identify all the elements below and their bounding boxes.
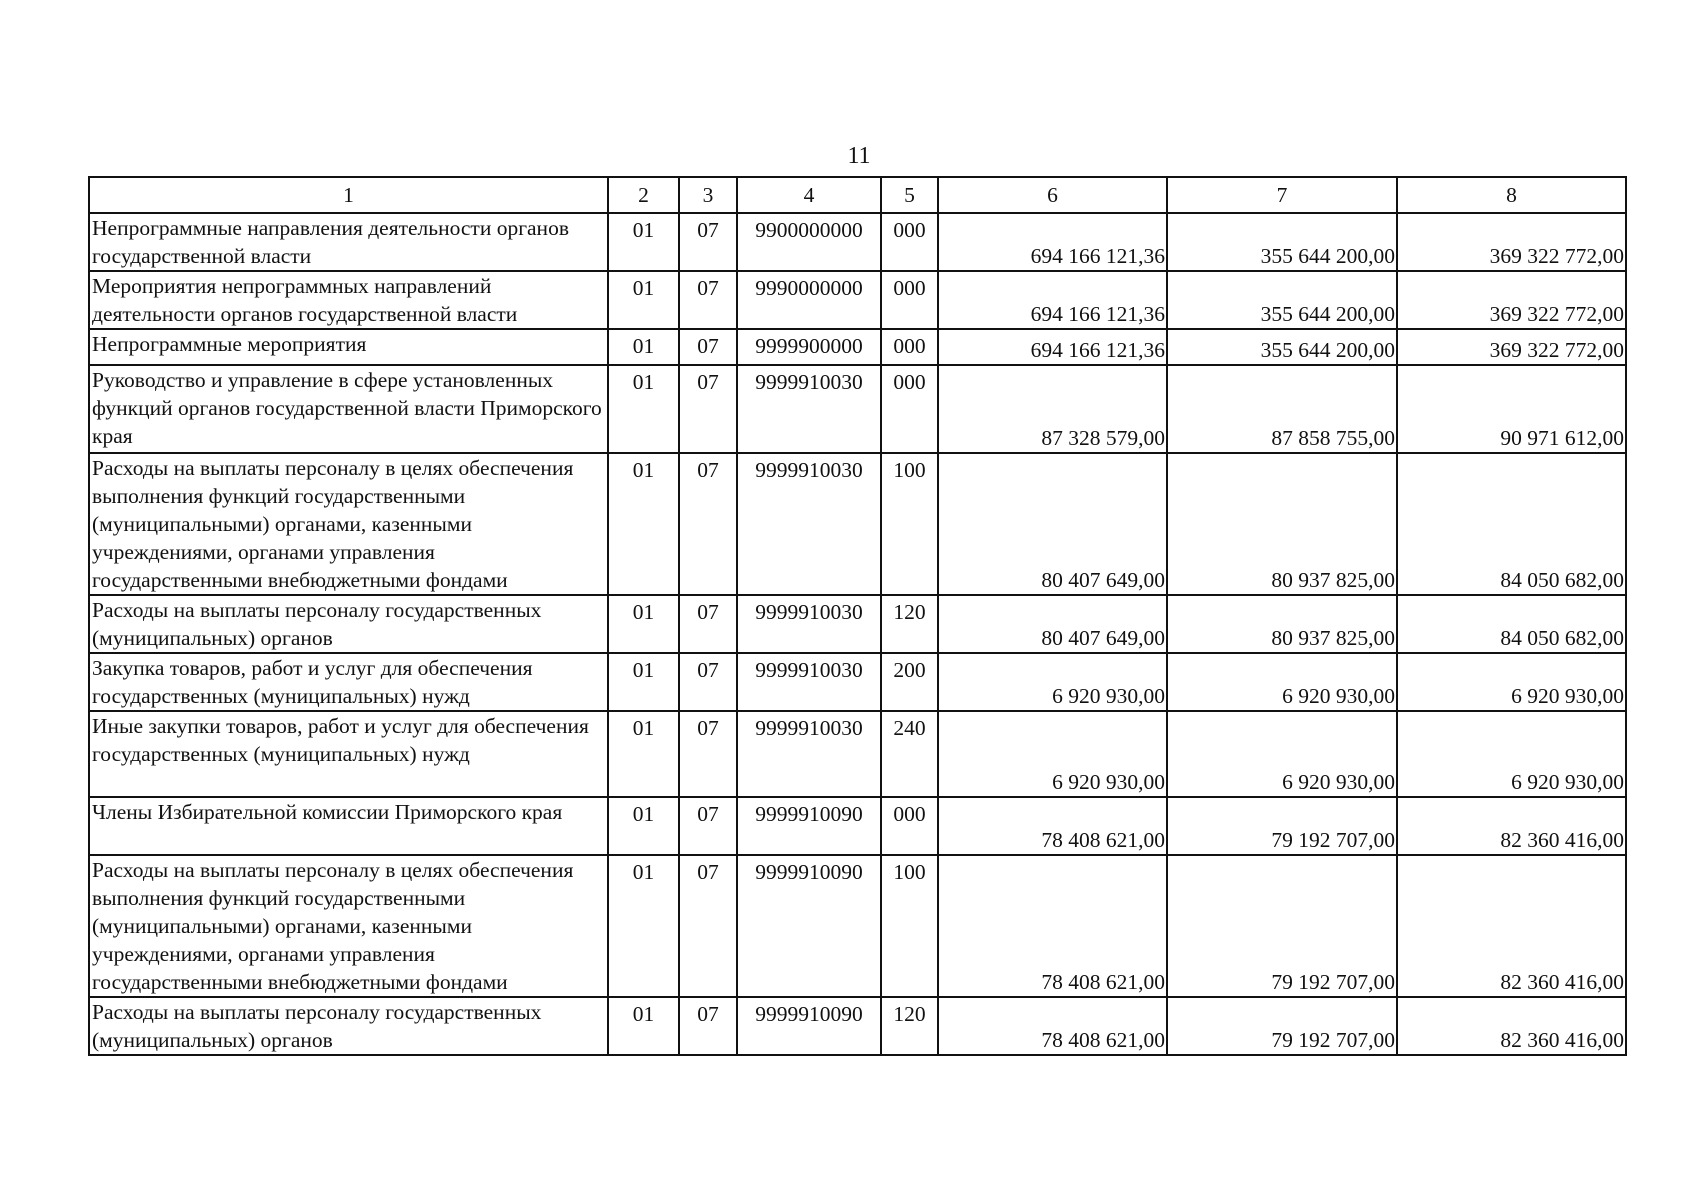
row-amount6-cell: 78 408 621,00 [938, 997, 1167, 1055]
row-code4-cell: 9999910030 [737, 595, 881, 653]
row-name-cell: Руководство и управление в сфере установленных функций органов государственной власти Приморского края [89, 365, 608, 453]
row-amount7-cell: 6 920 930,00 [1167, 653, 1397, 711]
row-code5-cell: 000 [881, 271, 938, 329]
table-row [89, 271, 1626, 329]
row-amount6-cell: 78 408 621,00 [938, 797, 1167, 855]
header-cell-7: 7 [1167, 177, 1397, 213]
row-amount6-cell: 6 920 930,00 [938, 711, 1167, 797]
row-amount7-cell: 79 192 707,00 [1167, 797, 1397, 855]
row-code5-cell: 240 [881, 711, 938, 797]
row-amount6-cell: 80 407 649,00 [938, 453, 1167, 595]
row-amount7-cell: 87 858 755,00 [1167, 365, 1397, 453]
row-code3-cell: 07 [679, 653, 737, 711]
row-name-cell: Расходы на выплаты персоналу в целях обеспечения выполнения функций государственными (муниципальными) органами, казенными учреждениями, органами управления государственными внебюджетными фондами [89, 453, 608, 595]
row-name-cell: Члены Избирательной комиссии Приморского края [89, 797, 608, 855]
row-code4-cell: 9999900000 [737, 329, 881, 365]
row-amount8-cell: 90 971 612,00 [1397, 365, 1626, 453]
header-cell-1: 1 [89, 177, 608, 213]
row-code3-cell: 07 [679, 595, 737, 653]
row-name-cell: Расходы на выплаты персоналу в целях обеспечения выполнения функций государственными (муниципальными) органами, казенными учреждениями, органами управления государственными внебюджетными фондами [89, 855, 608, 997]
row-amount8-cell: 84 050 682,00 [1397, 595, 1626, 653]
table-body [89, 177, 1626, 1055]
row-amount6-cell: 80 407 649,00 [938, 595, 1167, 653]
row-code5-cell: 000 [881, 365, 938, 453]
row-code4-cell: 9999910030 [737, 711, 881, 797]
row-code4-cell: 9999910030 [737, 365, 881, 453]
row-code3-cell: 07 [679, 271, 737, 329]
row-name-cell: Расходы на выплаты персоналу государственных (муниципальных) органов [89, 595, 608, 653]
row-amount8-cell: 369 322 772,00 [1397, 213, 1626, 271]
row-code5-cell: 000 [881, 329, 938, 365]
row-amount7-cell: 79 192 707,00 [1167, 997, 1397, 1055]
row-code4-cell: 9900000000 [737, 213, 881, 271]
table-row [89, 797, 1626, 855]
row-code4-cell: 9999910090 [737, 797, 881, 855]
row-code5-cell: 200 [881, 653, 938, 711]
budget-table [88, 176, 1627, 1056]
row-name-cell: Непрограммные мероприятия [89, 329, 608, 365]
row-amount6-cell: 6 920 930,00 [938, 653, 1167, 711]
row-amount7-cell: 355 644 200,00 [1167, 271, 1397, 329]
row-code4-cell: 9999910090 [737, 997, 881, 1055]
table-row [89, 653, 1626, 711]
row-code2-cell: 01 [608, 329, 679, 365]
table-row [89, 855, 1626, 997]
row-code2-cell: 01 [608, 271, 679, 329]
row-code3-cell: 07 [679, 855, 737, 997]
row-amount7-cell: 355 644 200,00 [1167, 213, 1397, 271]
header-cell-6: 6 [938, 177, 1167, 213]
row-amount7-cell: 6 920 930,00 [1167, 711, 1397, 797]
row-amount6-cell: 78 408 621,00 [938, 855, 1167, 997]
row-amount6-cell: 87 328 579,00 [938, 365, 1167, 453]
row-code4-cell: 9990000000 [737, 271, 881, 329]
row-amount8-cell: 6 920 930,00 [1397, 653, 1626, 711]
row-code3-cell: 07 [679, 365, 737, 453]
row-amount8-cell: 369 322 772,00 [1397, 271, 1626, 329]
table-row [89, 365, 1626, 453]
row-code3-cell: 07 [679, 797, 737, 855]
page-number: 11 [847, 143, 871, 169]
row-amount7-cell: 355 644 200,00 [1167, 329, 1397, 365]
row-amount8-cell: 82 360 416,00 [1397, 855, 1626, 997]
row-amount7-cell: 79 192 707,00 [1167, 855, 1397, 997]
row-name-cell: Закупка товаров, работ и услуг для обеспечения государственных (муниципальных) нужд [89, 653, 608, 711]
row-code3-cell: 07 [679, 213, 737, 271]
row-code5-cell: 000 [881, 213, 938, 271]
row-amount6-cell: 694 166 121,36 [938, 329, 1167, 365]
row-amount8-cell: 84 050 682,00 [1397, 453, 1626, 595]
row-code5-cell: 120 [881, 595, 938, 653]
row-code2-cell: 01 [608, 997, 679, 1055]
row-code2-cell: 01 [608, 797, 679, 855]
row-code4-cell: 9999910030 [737, 653, 881, 711]
row-amount7-cell: 80 937 825,00 [1167, 595, 1397, 653]
row-amount8-cell: 6 920 930,00 [1397, 711, 1626, 797]
header-cell-8: 8 [1397, 177, 1626, 213]
table-row [89, 997, 1626, 1055]
table-row [89, 711, 1626, 797]
row-amount8-cell: 82 360 416,00 [1397, 797, 1626, 855]
row-code2-cell: 01 [608, 595, 679, 653]
row-code2-cell: 01 [608, 453, 679, 595]
header-cell-2: 2 [608, 177, 679, 213]
table-row [89, 453, 1626, 595]
row-code4-cell: 9999910090 [737, 855, 881, 997]
row-name-cell: Расходы на выплаты персоналу государственных (муниципальных) органов [89, 997, 608, 1055]
row-code2-cell: 01 [608, 855, 679, 997]
row-code3-cell: 07 [679, 329, 737, 365]
table-row [89, 213, 1626, 271]
row-code2-cell: 01 [608, 365, 679, 453]
row-code5-cell: 120 [881, 997, 938, 1055]
row-code5-cell: 100 [881, 855, 938, 997]
row-amount8-cell: 82 360 416,00 [1397, 997, 1626, 1055]
row-amount8-cell: 369 322 772,00 [1397, 329, 1626, 365]
table-row [89, 595, 1626, 653]
row-name-cell: Иные закупки товаров, работ и услуг для обеспечения государственных (муниципальных) нужд [89, 711, 608, 797]
row-code3-cell: 07 [679, 453, 737, 595]
table-header-row [89, 177, 1626, 213]
row-code2-cell: 01 [608, 213, 679, 271]
row-code3-cell: 07 [679, 997, 737, 1055]
row-amount6-cell: 694 166 121,36 [938, 213, 1167, 271]
header-cell-3: 3 [679, 177, 737, 213]
row-amount6-cell: 694 166 121,36 [938, 271, 1167, 329]
header-cell-5: 5 [881, 177, 938, 213]
row-code4-cell: 9999910030 [737, 453, 881, 595]
row-code5-cell: 100 [881, 453, 938, 595]
table-row [89, 329, 1626, 365]
row-amount7-cell: 80 937 825,00 [1167, 453, 1397, 595]
row-code2-cell: 01 [608, 711, 679, 797]
row-code5-cell: 000 [881, 797, 938, 855]
header-cell-4: 4 [737, 177, 881, 213]
row-name-cell: Непрограммные направления деятельности органов государственной власти [89, 213, 608, 271]
row-code3-cell: 07 [679, 711, 737, 797]
row-code2-cell: 01 [608, 653, 679, 711]
row-name-cell: Мероприятия непрограммных направлений деятельности органов государственной власти [89, 271, 608, 329]
